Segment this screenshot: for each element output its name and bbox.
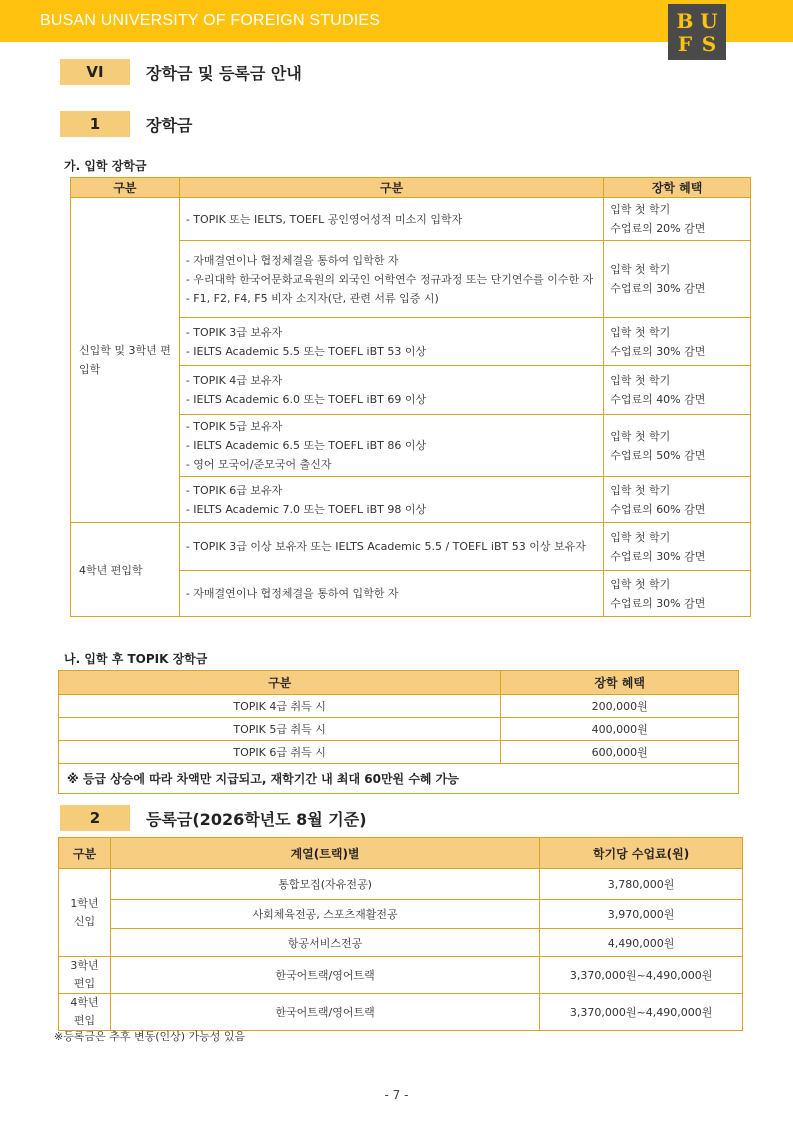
group-label: 신입학 및 3학년 편입학 [71, 198, 180, 523]
benefit-line: 입학 첫 학기 [610, 374, 671, 387]
benefit-cell [604, 523, 751, 571]
benefit-cell [604, 241, 751, 318]
year-line: 편입 [73, 1014, 96, 1027]
condition-cell [179, 198, 603, 241]
condition-line: - IELTS Academic 6.5 또는 TOEFL iBT 86 이상 [185, 439, 427, 452]
admission-scholarship-table [70, 177, 751, 617]
subsection-title: 나. 입학 후 TOPIK 장학금 [64, 652, 208, 666]
fee-cell: 3,370,000원~4,490,000원 [540, 994, 743, 1031]
table-row [59, 929, 743, 957]
benefit-line: 입학 첫 학기 [610, 483, 671, 497]
condition-line: - TOPIK 6급 보유자 [185, 483, 283, 497]
bufs-logo [668, 4, 726, 60]
section-heading [60, 111, 192, 137]
track-cell: 사회체육전공, 스포츠재활전공 [110, 900, 539, 929]
condition-cell [179, 415, 603, 477]
table-row [59, 957, 743, 994]
year-line: 신입 [73, 914, 96, 928]
section-number: 1 [60, 111, 130, 137]
page-number: - 7 - [384, 1088, 409, 1102]
section-number: 2 [60, 805, 130, 831]
track-cell: 한국어트랙/영어트랙 [110, 994, 539, 1031]
logo-letter: S [701, 32, 717, 56]
condition-cell [179, 241, 603, 318]
benefit-cell [604, 415, 751, 477]
column-header: 장학 혜택 [501, 671, 739, 695]
fee-cell: 3,370,000원~4,490,000원 [540, 957, 743, 994]
table-header-row [71, 178, 751, 198]
benefit-cell [604, 571, 751, 617]
benefit-line: 입학 첫 학기 [610, 577, 671, 591]
topik-level: TOPIK 5급 취득 시 [59, 718, 501, 741]
year-line: 편입 [73, 977, 96, 990]
benefit-cell [604, 318, 751, 366]
column-header: 구분 [59, 838, 111, 869]
benefit-cell [604, 198, 751, 241]
fee-cell: 4,490,000원 [540, 929, 743, 957]
benefit-line: 수업료의 30% 감면 [610, 549, 706, 563]
benefit-line: 입학 첫 학기 [610, 203, 671, 216]
benefit-line: 수업료의 30% 감면 [610, 596, 706, 610]
year-line: 3학년 [70, 959, 99, 972]
benefit-cell [604, 477, 751, 523]
year-cell [59, 994, 111, 1031]
tuition-table [58, 837, 743, 1031]
benefit-line: 입학 첫 학기 [610, 325, 671, 339]
year-line: 4학년 [70, 996, 99, 1009]
benefit-cell [604, 366, 751, 415]
section-heading [60, 805, 367, 831]
condition-line: - TOPIK 또는 IELTS, TOEFL 공인영어성적 미소지 입학자 [185, 212, 463, 226]
condition-line: - IELTS Academic 7.0 또는 TOEFL iBT 98 이상 [185, 502, 427, 516]
tuition-footnote: ※등록금은 추후 변동(인상) 가능성 있음 [54, 1030, 246, 1043]
scholarship-note: ※ 등급 상승에 따라 차액만 지급되고, 재학기간 내 최대 60만원 수혜 가능 [59, 764, 739, 794]
subsection-title: 가. 입학 장학금 [64, 159, 147, 173]
condition-line: - TOPIK 3급 보유자 [185, 325, 283, 339]
condition-line: - 자매결연이나 협정체결을 통하여 입학한 자 [185, 587, 399, 600]
benefit-line: 수업료의 60% 감면 [610, 502, 706, 516]
scholarship-amount: 200,000원 [501, 695, 739, 718]
condition-line: - IELTS Academic 6.0 또는 TOEFL iBT 69 이상 [185, 393, 427, 406]
topik-scholarship-table [58, 670, 739, 794]
column-header: 계열(트랙)별 [110, 838, 539, 869]
table-note-row [59, 764, 739, 794]
table-row [59, 718, 739, 741]
condition-cell [179, 523, 603, 571]
chapter-title: 장학금 및 등록금 안내 [146, 63, 302, 83]
condition-cell [179, 318, 603, 366]
table-row [59, 900, 743, 929]
group-label: 4학년 편입학 [71, 523, 180, 617]
chapter-heading [60, 59, 302, 85]
condition-cell [179, 477, 603, 523]
column-header: 학기당 수업료(원) [540, 838, 743, 869]
topik-level: TOPIK 6급 취득 시 [59, 741, 501, 764]
table-row [59, 869, 743, 900]
condition-line: - 영어 모국어/준모국어 출신자 [185, 458, 332, 471]
column-header: 구분 [59, 671, 501, 695]
table-row [59, 994, 743, 1031]
logo-letter: U [700, 9, 718, 33]
year-line: 1학년 [70, 896, 99, 910]
benefit-line: 수업료의 20% 감면 [610, 222, 706, 235]
table-row [71, 198, 751, 241]
column-header: 구분 [179, 178, 603, 198]
condition-line: - F1, F2, F4, F5 비자 소지자(단, 관련 서류 입증 시) [185, 291, 439, 305]
table-header-row [59, 671, 739, 695]
table-row [59, 741, 739, 764]
track-cell: 항공서비스전공 [110, 929, 539, 957]
section-title: 장학금 [146, 115, 193, 135]
benefit-line: 수업료의 30% 감면 [610, 282, 706, 295]
benefit-line: 수업료의 50% 감면 [610, 448, 706, 462]
condition-line: - TOPIK 5급 보유자 [185, 420, 283, 433]
benefit-line: 입학 첫 학기 [610, 429, 671, 443]
year-cell [59, 869, 111, 957]
condition-line: - 우리대학 한국어문화교육원의 외국인 어학연수 정규과정 또는 단기연수를 이수한 자 [185, 272, 594, 286]
scholarship-amount: 600,000원 [501, 741, 739, 764]
condition-cell [179, 366, 603, 415]
logo-letter: F [677, 32, 693, 56]
condition-line: - IELTS Academic 5.5 또는 TOEFL iBT 53 이상 [185, 344, 427, 358]
logo-letter: B [676, 9, 694, 33]
table-row [59, 695, 739, 718]
chapter-number: VI [60, 59, 130, 85]
track-cell: 통합모집(자유전공) [110, 869, 539, 900]
condition-cell [179, 571, 603, 617]
column-header: 구분 [71, 178, 180, 198]
university-name: BUSAN UNIVERSITY OF FOREIGN STUDIES [40, 12, 381, 29]
condition-line: - 자매결연이나 협정체결을 통하여 입학한 자 [185, 253, 399, 267]
scholarship-amount: 400,000원 [501, 718, 739, 741]
benefit-line: 입학 첫 학기 [610, 530, 671, 544]
condition-line: - TOPIK 4급 보유자 [185, 374, 283, 387]
fee-cell: 3,780,000원 [540, 869, 743, 900]
table-header-row [59, 838, 743, 869]
year-cell [59, 957, 111, 994]
topik-level: TOPIK 4급 취득 시 [59, 695, 501, 718]
column-header: 장학 혜택 [604, 178, 751, 198]
track-cell: 한국어트랙/영어트랙 [110, 957, 539, 994]
benefit-line: 입학 첫 학기 [610, 263, 671, 276]
section-title: 등록금(2026학년도 8월 기준) [146, 809, 367, 829]
table-row [71, 523, 751, 571]
benefit-line: 수업료의 40% 감면 [610, 393, 706, 406]
condition-line: - TOPIK 3급 이상 보유자 또는 IELTS Academic 5.5 / TOEFL iBT 53 이상 보유자 [185, 540, 586, 553]
benefit-line: 수업료의 30% 감면 [610, 344, 706, 358]
fee-cell: 3,970,000원 [540, 900, 743, 929]
